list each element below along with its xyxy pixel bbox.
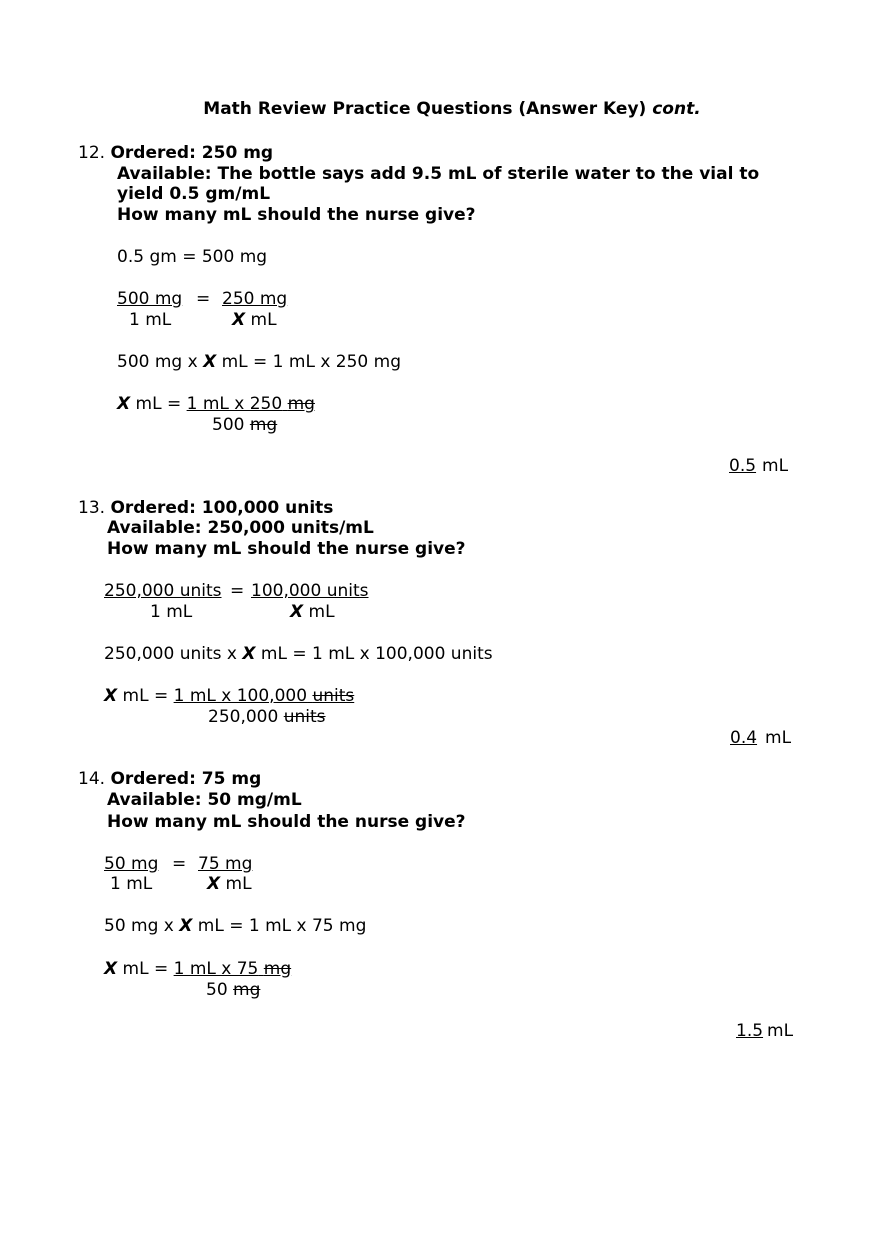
q12-number: 12. [78, 143, 106, 163]
q12-solve-lhs: mL = [135, 394, 182, 414]
q13-cross-b: mL = 1 mL x 100,000 units [260, 644, 493, 664]
q14-number: 14. [78, 769, 106, 789]
q13-question: How many mL should the nurse give? [107, 539, 466, 559]
q13-cross-a: 250,000 units x [104, 644, 237, 664]
q12-solve-numerator [187, 394, 315, 414]
q13-number: 13. [78, 498, 106, 518]
q12-prop-right-denominator: mL [250, 310, 277, 330]
q12-cross-b: mL = 1 mL x 250 mg [221, 352, 401, 372]
q12-cross-a: 500 mg x [117, 352, 198, 372]
q14-ordered: Ordered: 75 mg [110, 769, 262, 789]
q12-available-line2: yield 0.5 gm/mL [117, 184, 271, 204]
q13-prop-right-numerator: 100,000 units [251, 581, 369, 601]
q13-cross-var-x: X [242, 644, 256, 664]
q13-solve-num-unit-cancelled: units [312, 686, 355, 706]
q14-prop-equals: = [172, 854, 187, 874]
q14-cross-a: 50 mg x [104, 916, 174, 936]
q12-solve-num-a: 1 mL x 250 [186, 394, 283, 414]
q12-prop-right-numerator: 250 mg [222, 289, 288, 309]
q12-prop-left-denominator: 1 mL [129, 310, 172, 330]
q13-available: Available: 250,000 units/mL [107, 518, 374, 538]
q14-cross-b: mL = 1 mL x 75 mg [197, 916, 367, 936]
q14-prop-right-denominator: mL [225, 874, 252, 894]
q12-solve-den-a: 500 [212, 415, 245, 435]
q14-solve-numerator [174, 959, 292, 979]
q14-answer-value: 1.5 [736, 1021, 764, 1041]
q14-question: How many mL should the nurse give? [107, 812, 466, 832]
q13-solve-den-a: 250,000 [208, 707, 279, 727]
title-main: Math Review Practice Questions (Answer Key) [203, 99, 647, 119]
q12-solve-var-x: X [117, 394, 131, 414]
q12-solve-num-unit-cancelled: mg [287, 394, 315, 414]
page-title [0, 99, 880, 120]
q12-answer-unit: mL [762, 456, 789, 476]
q14-solve-den-unit-cancelled: mg [233, 980, 261, 1000]
q13-prop-left-denominator: 1 mL [150, 602, 193, 622]
q13-solve-numerator [174, 686, 355, 706]
q12-prop-left-numerator: 500 mg [117, 289, 183, 309]
q13-answer-value: 0.4 [730, 728, 758, 748]
q14-prop-right-numerator: 75 mg [198, 854, 253, 874]
title-suffix: cont. [652, 99, 701, 119]
q14-prop-left-denominator: 1 mL [110, 874, 153, 894]
q12-available-line1: Available: The bottle says add 9.5 mL of sterile water to the vial to [117, 164, 760, 184]
q12-cross-var-x: X [203, 352, 217, 372]
q14-solve-lhs: mL = [122, 959, 169, 979]
q14-var-x: X [207, 874, 221, 894]
q14-solve-den-a: 50 [206, 980, 228, 1000]
q13-ordered: Ordered: 100,000 units [110, 498, 334, 518]
q13-solve-num-a: 1 mL x 100,000 [173, 686, 308, 706]
q14-solve-var-x: X [104, 959, 118, 979]
q12-solve-den-unit-cancelled: mg [249, 415, 278, 435]
q14-answer-unit: mL [767, 1021, 794, 1041]
q12-var-x: X [232, 310, 246, 330]
q14-solve-num-a: 1 mL x 75 [173, 959, 259, 979]
q13-prop-right-denominator: mL [308, 602, 335, 622]
q13-var-x: X [290, 602, 304, 622]
q13-answer-unit: mL [765, 728, 792, 748]
q12-conversion: 0.5 gm = 500 mg [117, 247, 268, 267]
q13-solve-var-x: X [104, 686, 118, 706]
q13-prop-equals: = [230, 581, 245, 601]
q13-prop-left-numerator: 250,000 units [104, 581, 222, 601]
q12-question: How many mL should the nurse give? [117, 205, 476, 225]
q14-cross-var-x: X [179, 916, 193, 936]
q14-available: Available: 50 mg/mL [107, 790, 302, 810]
q13-solve-den-unit-cancelled: units [283, 707, 326, 727]
q12-ordered: Ordered: 250 mg [110, 143, 274, 163]
q12-answer-value: 0.5 [729, 456, 757, 476]
q14-solve-num-unit-cancelled: mg [263, 959, 292, 979]
q14-prop-left-numerator: 50 mg [104, 854, 159, 874]
q12-prop-equals: = [196, 289, 211, 309]
q13-solve-lhs: mL = [122, 686, 169, 706]
